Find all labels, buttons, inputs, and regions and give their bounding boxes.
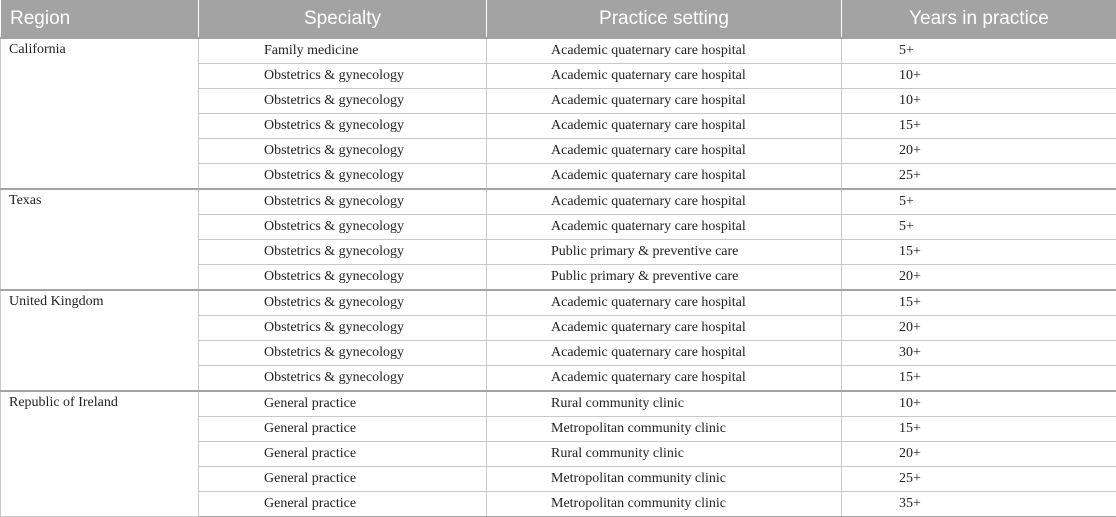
specialty-cell: General practice	[199, 467, 487, 492]
practice-setting-cell: Rural community clinic	[487, 442, 842, 467]
specialty-cell: Obstetrics & gynecology	[199, 240, 487, 265]
practice-setting-cell: Academic quaternary care hospital	[487, 366, 842, 392]
table-row	[1, 189, 1116, 215]
years-in-practice-cell: 15+	[842, 417, 1116, 442]
years-in-practice-cell: 20+	[842, 139, 1116, 164]
years-in-practice-cell: 10+	[842, 64, 1116, 89]
practice-setting-cell: Academic quaternary care hospital	[487, 139, 842, 164]
years-in-practice-cell: 30+	[842, 341, 1116, 366]
years-in-practice-cell: 20+	[842, 442, 1116, 467]
specialty-cell: Obstetrics & gynecology	[199, 366, 487, 392]
specialty-cell: Obstetrics & gynecology	[199, 164, 487, 190]
years-in-practice-cell: 15+	[842, 240, 1116, 265]
header-row	[1, 0, 1116, 38]
years-in-practice-cell: 20+	[842, 316, 1116, 341]
table-row	[1, 290, 1116, 316]
specialty-cell: General practice	[199, 442, 487, 467]
practice-setting-cell: Academic quaternary care hospital	[487, 316, 842, 341]
years-in-practice-cell: 15+	[842, 366, 1116, 392]
years-in-practice-cell: 10+	[842, 89, 1116, 114]
practice-setting-cell: Metropolitan community clinic	[487, 417, 842, 442]
region-cell: Texas	[1, 189, 199, 290]
table-body	[1, 38, 1116, 517]
table-row	[1, 391, 1116, 417]
years-in-practice-cell: 15+	[842, 290, 1116, 316]
specialty-cell: Obstetrics & gynecology	[199, 265, 487, 291]
practice-setting-cell: Rural community clinic	[487, 391, 842, 417]
specialty-cell: Obstetrics & gynecology	[199, 290, 487, 316]
years-in-practice-cell: 15+	[842, 114, 1116, 139]
practice-setting-cell: Academic quaternary care hospital	[487, 114, 842, 139]
years-in-practice-cell: 5+	[842, 215, 1116, 240]
specialty-cell: General practice	[199, 391, 487, 417]
practice-setting-cell: Academic quaternary care hospital	[487, 215, 842, 240]
specialty-cell: General practice	[199, 492, 487, 517]
years-in-practice-cell: 35+	[842, 492, 1116, 517]
practice-setting-cell: Academic quaternary care hospital	[487, 64, 842, 89]
header-practice-setting: Practice setting	[487, 0, 842, 38]
practice-setting-cell: Academic quaternary care hospital	[487, 164, 842, 190]
years-in-practice-cell: 25+	[842, 164, 1116, 190]
header-specialty: Specialty	[199, 0, 487, 38]
years-in-practice-cell: 5+	[842, 38, 1116, 64]
specialty-cell: Obstetrics & gynecology	[199, 89, 487, 114]
specialty-cell: Obstetrics & gynecology	[199, 64, 487, 89]
practice-setting-cell: Public primary & preventive care	[487, 240, 842, 265]
region-cell: Republic of Ireland	[1, 391, 199, 517]
practice-setting-cell: Metropolitan community clinic	[487, 467, 842, 492]
practice-setting-cell: Academic quaternary care hospital	[487, 89, 842, 114]
practice-setting-cell: Academic quaternary care hospital	[487, 38, 842, 64]
specialty-cell: Obstetrics & gynecology	[199, 114, 487, 139]
specialty-cell: General practice	[199, 417, 487, 442]
years-in-practice-cell: 10+	[842, 391, 1116, 417]
practice-setting-cell: Academic quaternary care hospital	[487, 290, 842, 316]
years-in-practice-cell: 20+	[842, 265, 1116, 291]
region-cell: United Kingdom	[1, 290, 199, 391]
header-region: Region	[1, 0, 199, 38]
specialty-cell: Obstetrics & gynecology	[199, 215, 487, 240]
years-in-practice-cell: 25+	[842, 467, 1116, 492]
practice-setting-cell: Academic quaternary care hospital	[487, 189, 842, 215]
practice-setting-cell: Academic quaternary care hospital	[487, 341, 842, 366]
specialty-cell: Obstetrics & gynecology	[199, 341, 487, 366]
table-header	[1, 0, 1116, 38]
table-row	[1, 38, 1116, 64]
region-cell: California	[1, 38, 199, 189]
practice-setting-cell: Public primary & preventive care	[487, 265, 842, 291]
specialty-cell: Obstetrics & gynecology	[199, 139, 487, 164]
specialty-cell: Obstetrics & gynecology	[199, 316, 487, 341]
years-in-practice-cell: 5+	[842, 189, 1116, 215]
specialty-cell: Family medicine	[199, 38, 487, 64]
header-years-in-practice: Years in practice	[842, 0, 1116, 38]
specialty-cell: Obstetrics & gynecology	[199, 189, 487, 215]
practice-setting-cell: Metropolitan community clinic	[487, 492, 842, 517]
